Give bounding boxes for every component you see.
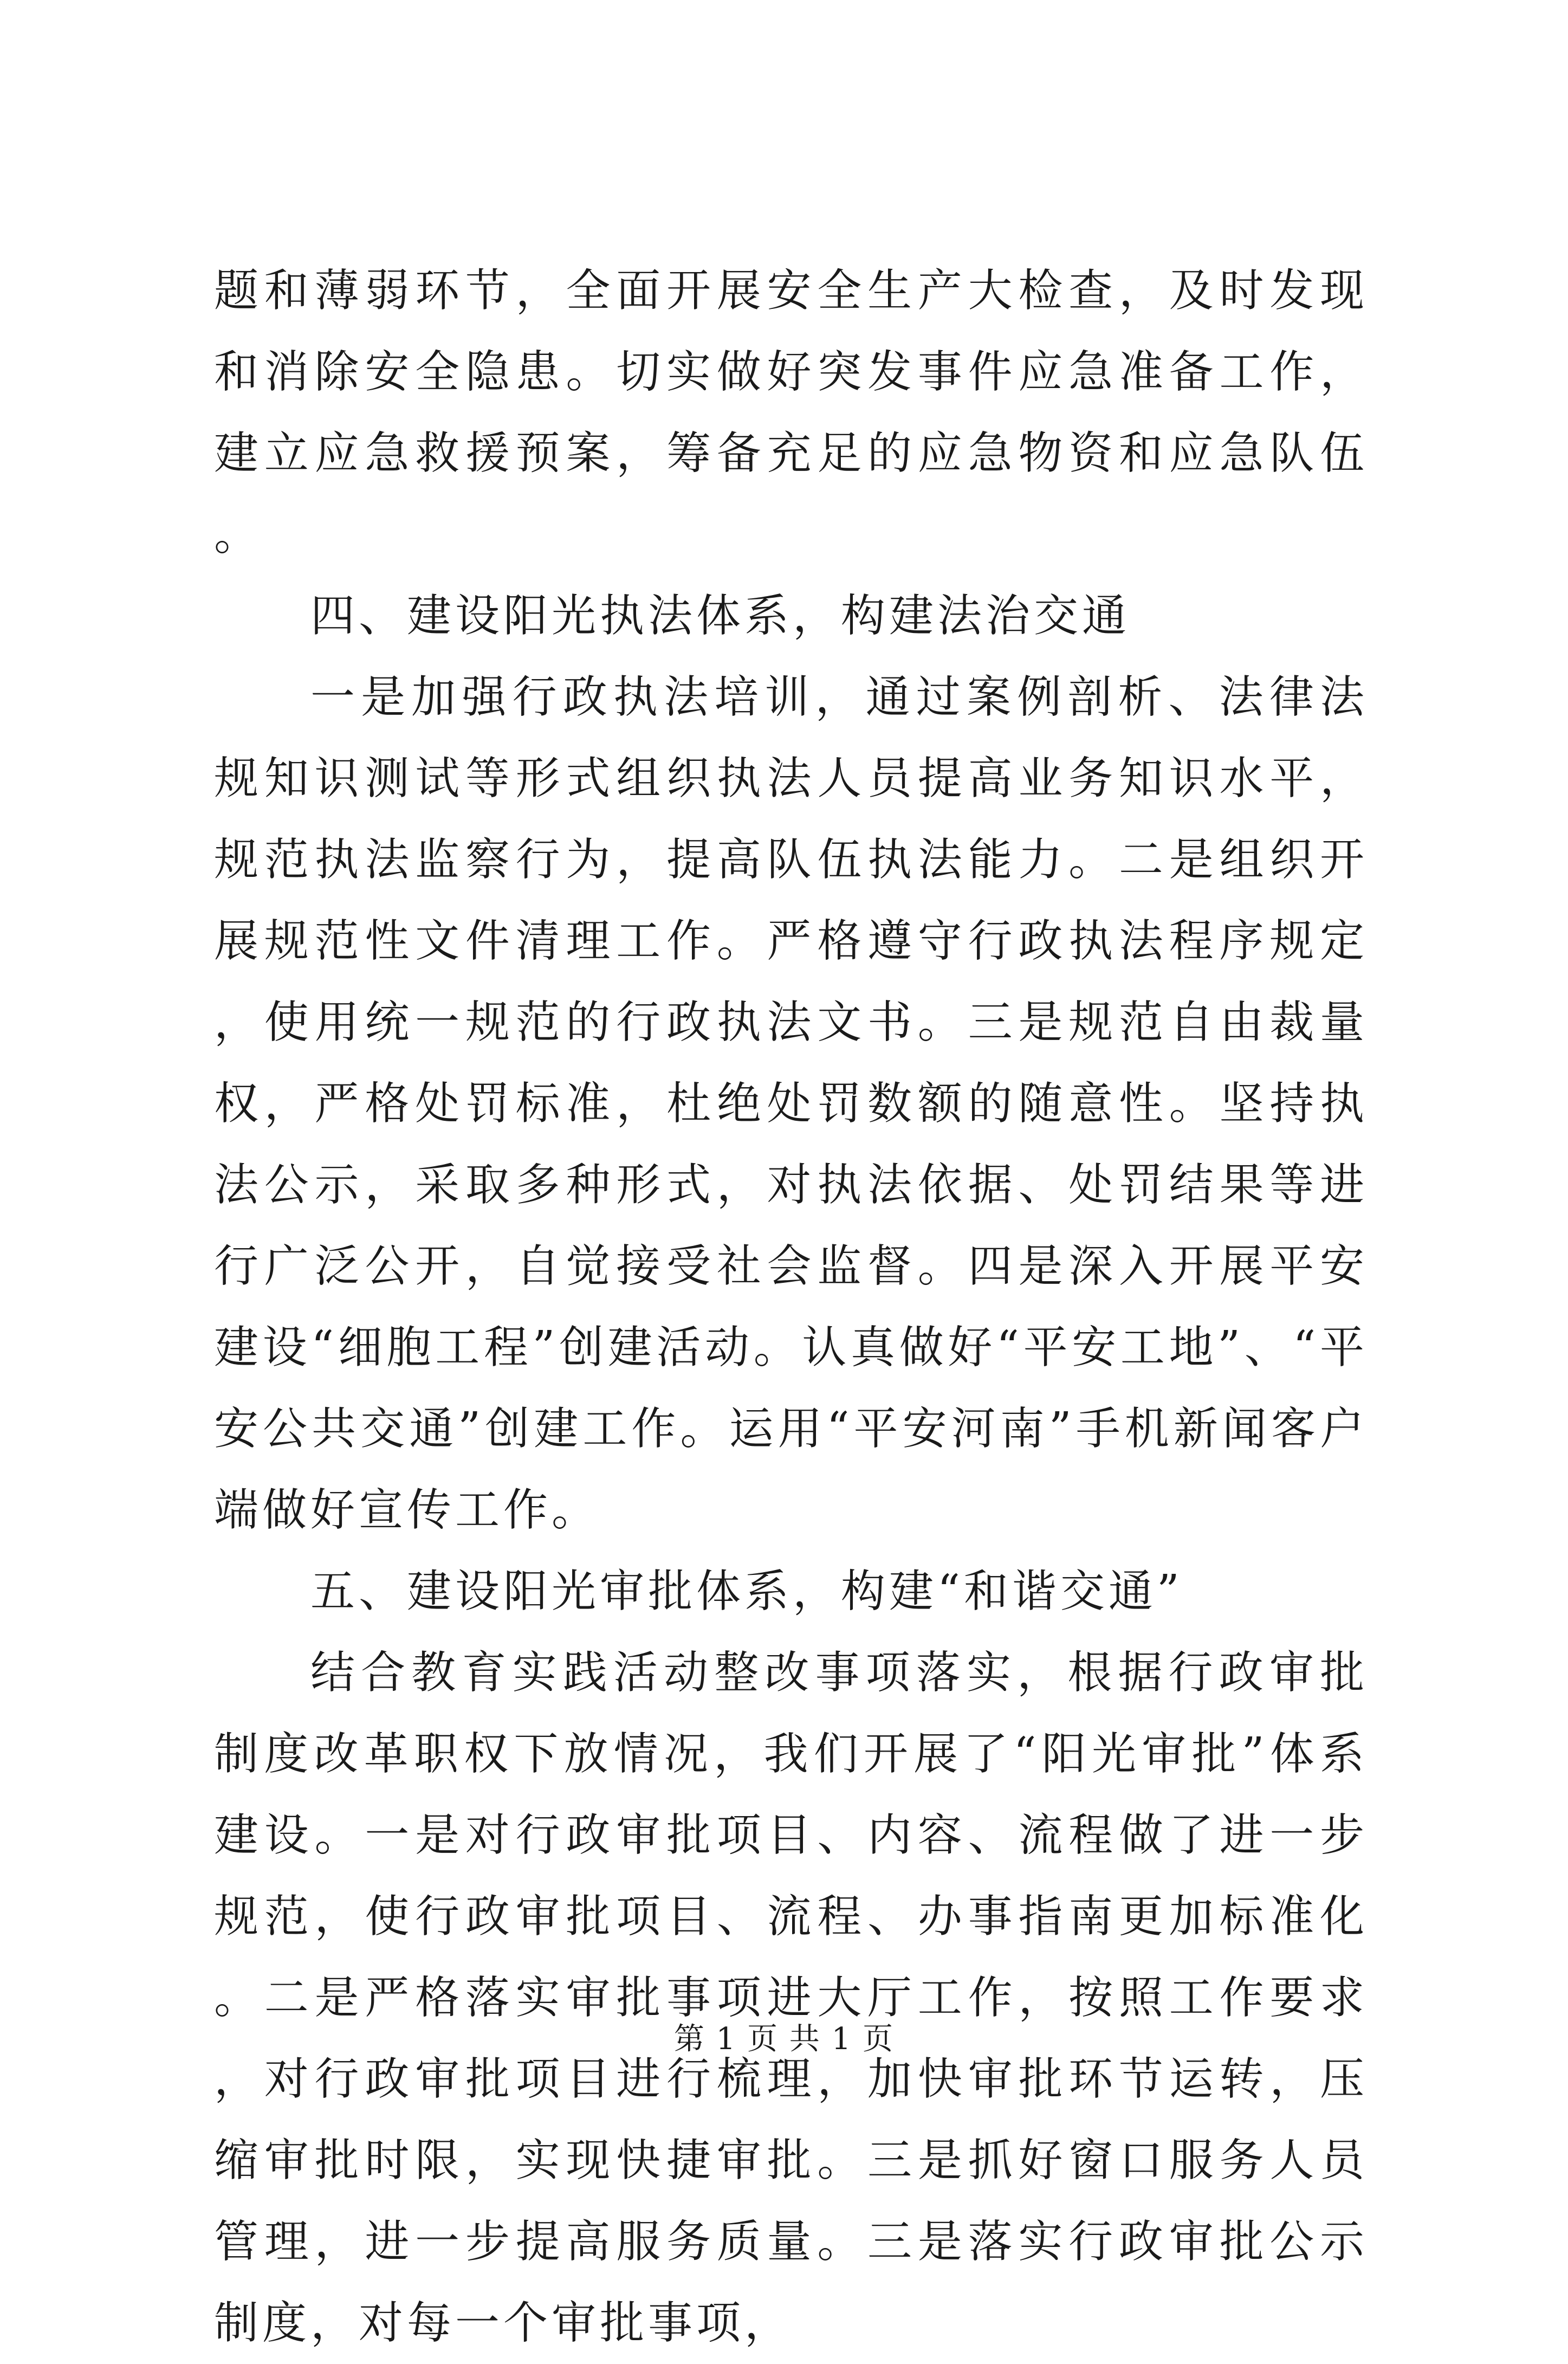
paragraph-continuation: 题和薄弱环节，全面开展安全生产大检查，及时发现和消除安全隐患。切实做好突发事件应急准备工作，建立应急救援预案，筹备充足的应急物资和应急队伍。 — [214, 265, 1368, 560]
section-heading-5: 五、建设阳光审批体系，构建“和谐交通” — [310, 1566, 1183, 1617]
paragraph-law-enforcement: 一是加强行政执法培训，通过案例剖析、法律法规知识测试等形式组织执法人员提高业务知识水平，规范执法监察行为，提高队伍执法能力。二是组织开展规范性文件清理工作。严格遵守行政执法程序规定，使用统一规范的行政执法文书。三是规范自由裁量权，严格处罚标准，杜绝处罚数额的随意性。坚持执法公示，采取多种形式，对执法依据、处罚结果等进行广泛公开，自觉接受社会监督。四是深入开展平安建设“细胞工程”创建活动。认真做好“平安工地”、“平安公共交通”创建工作。运用“平安河南”手机新闻客户端做好宣传工作。 — [214, 671, 1368, 1536]
paragraph-approval-system: 结合教育实践活动整改事项落实，根据行政审批制度改革职权下放情况，我们开展了“阳光审批”体系建设。一是对行政审批项目、内容、流程做了进一步规范，使行政审批项目、流程、办事指南更加标准化。二是严格落实审批事项进大厅工作，按照工作要求，对行政审批项目进行梳理，加快审批环节运转，压缩审批时限，实现快捷审批。三是抓好窗口服务人员管理，进一步提高服务质量。三是落实行政审批公示制度，对每一个审批事项， — [214, 1647, 1368, 2349]
section-heading-4: 四、建设阳光执法体系，构建法治交通 — [310, 590, 1131, 642]
page-number-footer: 第 1 页 共 1 页 — [673, 2021, 895, 2057]
